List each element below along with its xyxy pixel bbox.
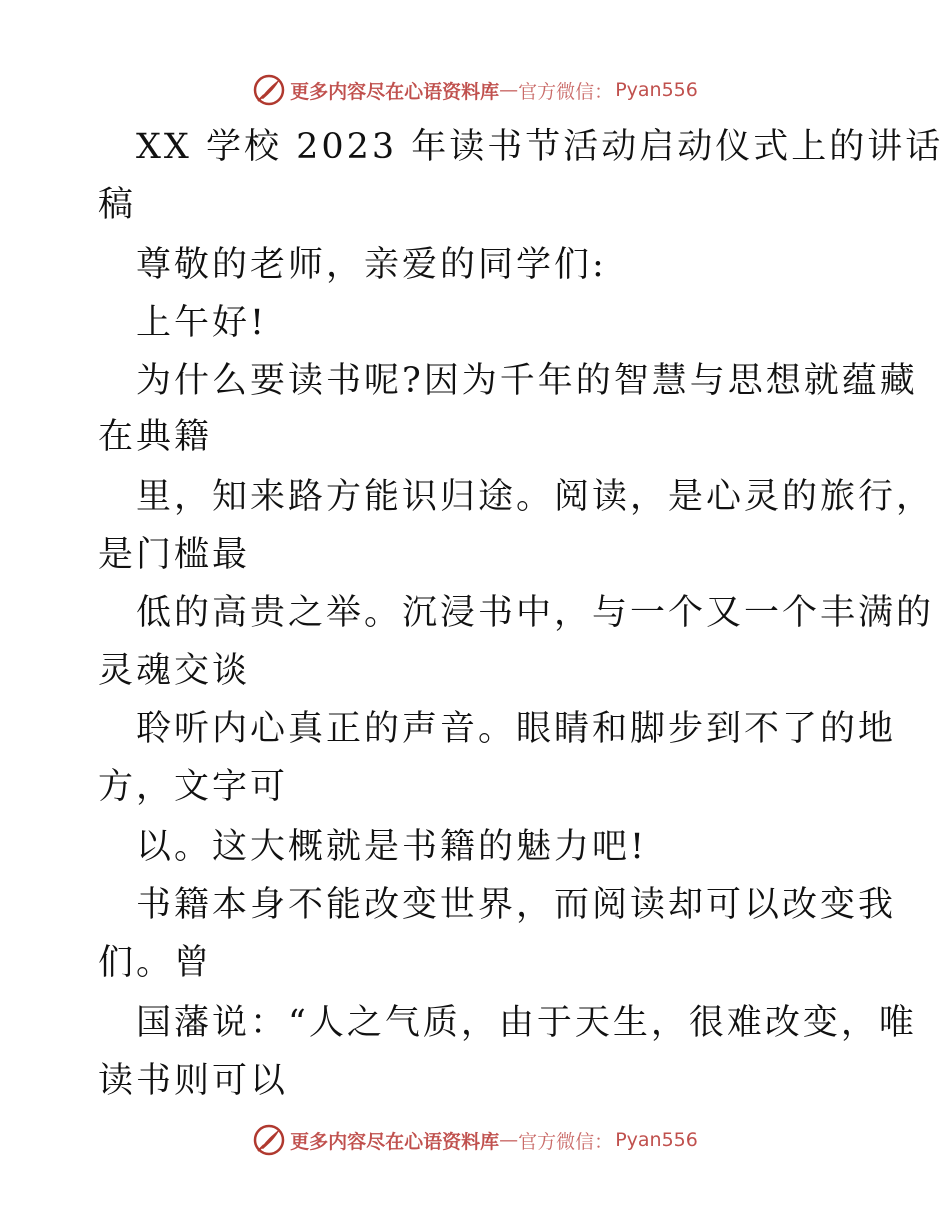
- paragraph-line: 为什么要读书呢?因为千年的智慧与思想就蕴藏: [136, 361, 918, 401]
- salutation-line: 尊敬的老师，亲爱的同学们:: [136, 245, 607, 285]
- banner-wechat-label: 官方微信：: [518, 80, 614, 103]
- paragraph-line: 书籍本身不能改变世界，而阅读却可以改变我: [136, 885, 897, 925]
- paragraph-line: 里，知来路方能识归途。阅读，是心灵的旅行，: [136, 477, 935, 517]
- paragraph-line: 方，文字可: [98, 767, 289, 807]
- quill-logo-icon: [252, 1123, 286, 1157]
- banner-site-name: 更多内容尽在心语资料库: [290, 1130, 500, 1153]
- footer-banner[interactable]: [0, 1120, 950, 1160]
- title-line-1: XX 学校 2023 年读书节活动启动仪式上的讲话: [136, 127, 944, 167]
- paragraph-line: 聆听内心真正的声音。眼睛和脚步到不了的地: [136, 709, 897, 749]
- quill-logo-icon: [252, 73, 286, 107]
- title-line-2: 稿: [98, 185, 137, 225]
- paragraph-line: 在典籍: [98, 417, 213, 457]
- banner-wechat-label: 官方微信：: [518, 1130, 614, 1153]
- paragraph-line: 灵魂交谈: [98, 651, 251, 691]
- paragraph-line: 是门槛最: [98, 535, 251, 575]
- paragraph-line: 低的高贵之举。沉浸书中，与一个又一个丰满的: [136, 593, 935, 633]
- banner-wechat-id: Pyan556: [615, 1129, 698, 1151]
- greeting-line: 上午好!: [136, 303, 268, 343]
- paragraph-line: 以。这大概就是书籍的魅力吧!: [136, 827, 648, 867]
- paragraph-line: 国藩说：“人之气质，由于天生，很难改变，唯: [136, 1003, 917, 1043]
- banner-site-name: 更多内容尽在心语资料库: [290, 80, 500, 103]
- paragraph-line: 们。曾: [98, 943, 213, 983]
- header-banner[interactable]: [0, 70, 950, 110]
- banner-wechat-id: Pyan556: [615, 79, 698, 101]
- banner-dash: —: [499, 79, 519, 101]
- paragraph-line: 读书则可以: [98, 1061, 289, 1101]
- banner-dash: —: [499, 1129, 519, 1151]
